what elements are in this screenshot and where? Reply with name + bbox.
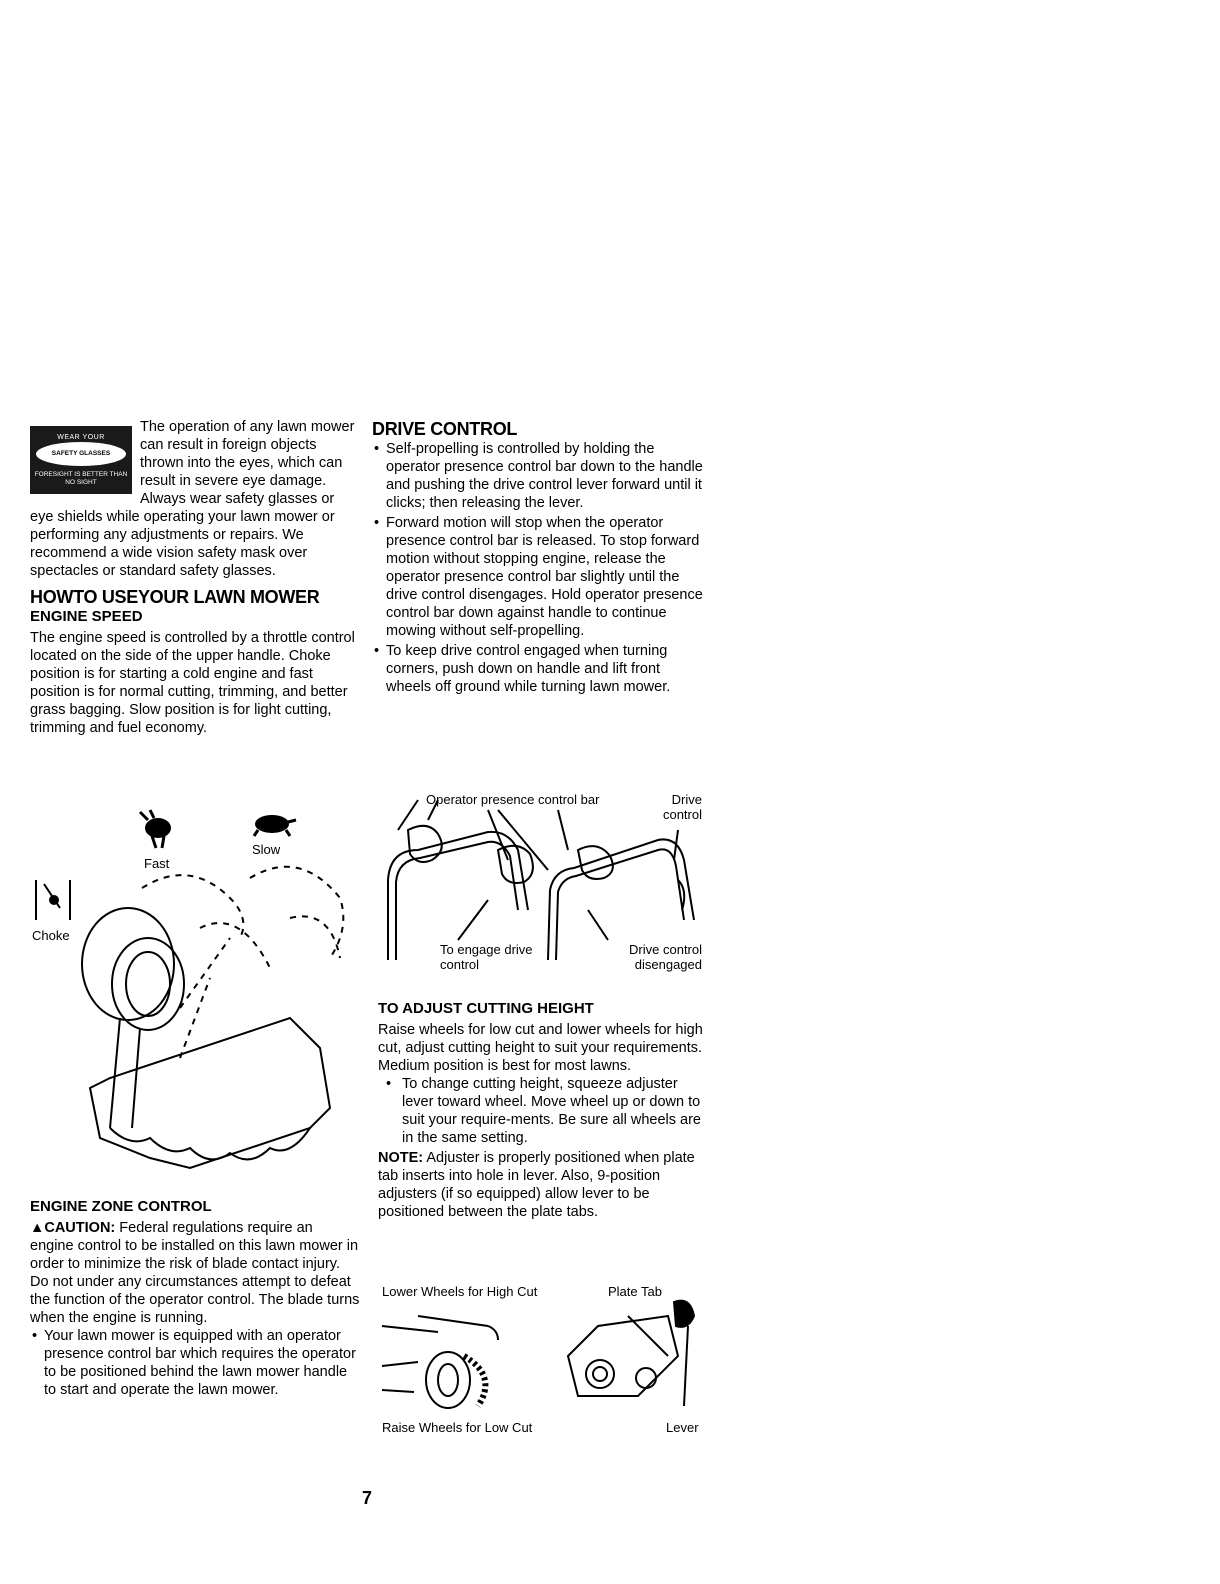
list-item: • Forward motion will stop when the operator presence control bar is released. To stop forward motion without stopping engine, release the operator presence control bar slightly until the drive control disengages. Hold operator presence control bar down against handle to continue mowing without self-propelling. xyxy=(372,514,707,640)
plate-tab-label: Plate Tab xyxy=(608,1284,662,1299)
list-item: • To keep drive control engaged when turning corners, push down on handle and lift front wheels off ground while turning lawn mower. xyxy=(372,642,707,696)
engine-speed-text: The engine speed is controlled by a throttle control located on the side of the upper handle. Choke position is for starting a cold engine and fast position is for normal cutting, trimming, and better grass bagging. Slow position is for light cutting, trimming and fuel economy. xyxy=(30,630,355,736)
note-label: NOTE: xyxy=(378,1150,424,1166)
cutting-height-illustration xyxy=(378,1296,708,1416)
slow-label: Slow xyxy=(252,842,281,857)
lower-wheels-label: Lower Wheels for High Cut xyxy=(382,1284,538,1299)
engine-zone-title: ENGINE ZONE CONTROL xyxy=(30,1198,212,1215)
rabbit-icon xyxy=(140,810,170,848)
drive-control-bullets xyxy=(372,440,707,696)
list-item: • To change cutting height, squeeze adjuster lever toward wheel. Move wheel up or down to suit your require-ments. Be sure all wheels are in the same setting. xyxy=(384,1075,708,1147)
caution-paragraph xyxy=(30,1219,360,1327)
engine-speed-title: ENGINE SPEED xyxy=(30,608,143,625)
caution-icon: ▲ xyxy=(30,1220,45,1236)
opc-bar-label: Operator presence control bar xyxy=(426,792,600,807)
cutting-height-text: Raise wheels for low cut and lower wheels for high cut, adjust cutting height to suit your requirements. Medium position is best for most lawns. xyxy=(378,1022,703,1074)
caution-label: CAUTION: xyxy=(44,1220,116,1236)
engine-zone-bullets xyxy=(30,1327,360,1399)
drive-control-label: Drive control xyxy=(662,792,702,822)
adjuster-plate-icon xyxy=(568,1301,694,1406)
fast-label: Fast xyxy=(144,856,170,871)
disengaged-label: Drive control disengaged xyxy=(629,942,702,972)
cutting-height-section xyxy=(378,1000,708,1221)
note-text: Adjuster is properly positioned when plate tab inserts into hole in lever. Also, 9-position adjusters (if so equipped) allow lever to be positioned between the plate tabs. xyxy=(378,1150,695,1220)
drive-control-title: DRIVE CONTROL xyxy=(372,419,518,439)
wheel-icon xyxy=(382,1316,498,1408)
engine-zone-section xyxy=(30,1198,360,1401)
note-paragraph xyxy=(378,1149,708,1221)
engage-label: To engage drive control xyxy=(440,942,533,972)
choke-icon xyxy=(36,880,70,920)
choke-label: Choke xyxy=(32,928,70,943)
lever-label: Lever xyxy=(666,1420,699,1435)
page-number: 7 xyxy=(362,1488,373,1508)
raise-wheels-label: Raise Wheels for Low Cut xyxy=(382,1420,533,1435)
cutting-height-bullets xyxy=(378,1075,708,1147)
badge-top-text: WEAR YOUR xyxy=(57,434,105,441)
badge-bottom-text: FORESIGHT IS BETTER THAN NO SIGHT xyxy=(34,471,128,486)
intro-paragraph: The operation of any lawn mower can result in foreign objects thrown into the eyes, which can result in severe eye damage. Always wear safety glasses or eye shields while operating your lawn mower or performing any adjustments or repairs. We recommend a wide vision safety mask over spectacles or standard safety glasses. xyxy=(30,419,355,579)
right-column xyxy=(372,418,707,698)
list-item: • Your lawn mower is equipped with an operator presence control bar which requires the operator to be positioned behind the lawn mower handle to start and operate the lawn mower. xyxy=(30,1327,360,1399)
safety-glasses-badge xyxy=(30,426,132,494)
how-to-title: HOWTO USEYOUR LAWN MOWER xyxy=(30,587,320,607)
caution-text: Federal regulations require an engine control to be installed on this lawn mower in order to minimize the risk of blade contact injury. Do not under any circumstances attempt to defeat the function of the operator control. The blade turns when the engine is running. xyxy=(30,1220,360,1326)
cutting-height-title: TO ADJUST CUTTING HEIGHT xyxy=(378,1000,594,1017)
turtle-icon xyxy=(254,816,296,836)
throttle-illustration xyxy=(30,808,360,1178)
list-item: • Self-propelling is controlled by holding the operator presence control bar down to the handle and pushing the drive control lever forward until it clicks; then releasing the lever. xyxy=(372,440,707,512)
left-column xyxy=(30,418,360,737)
badge-middle-text: SAFETY GLASSES xyxy=(36,442,126,466)
